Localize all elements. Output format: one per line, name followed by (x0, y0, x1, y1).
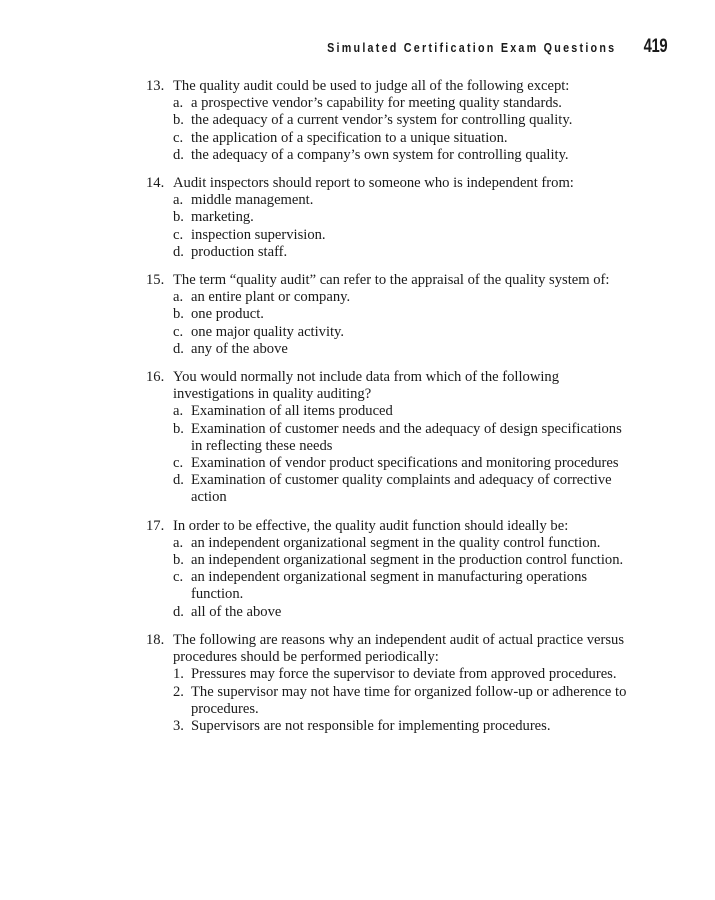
option-label: c. (173, 323, 184, 340)
question-13 (146, 78, 636, 164)
option-text: marketing. (191, 209, 254, 226)
reason-label: 3. (173, 717, 184, 734)
option-text: Examination of vendor product specifications and monitoring procedures (191, 455, 619, 472)
question-17 (146, 518, 636, 621)
option-d (173, 472, 636, 506)
option-text: a prospective vendor’s capability for meeting quality standards. (191, 95, 562, 112)
option-text: the adequacy of a company’s own system for controlling quality. (191, 146, 569, 163)
question-stem (146, 272, 636, 289)
option-a (173, 535, 636, 552)
option-text: all of the above (191, 603, 282, 620)
reason-text: Supervisors are not responsible for implementing procedures. (191, 717, 551, 734)
question-number: 16. (146, 369, 165, 386)
page-number: 419 (643, 36, 667, 57)
option-text: production staff. (191, 243, 288, 260)
question-stem (146, 518, 636, 535)
answer-options (173, 535, 636, 621)
question-stem (146, 175, 636, 192)
option-label: a. (173, 403, 184, 420)
reason-text: Pressures may force the supervisor to deviate from approved procedures. (191, 666, 617, 683)
option-label: a. (173, 289, 184, 306)
option-label: a. (173, 534, 184, 551)
option-c (173, 227, 636, 244)
answer-options (173, 289, 636, 358)
option-b (173, 552, 636, 569)
option-a (173, 403, 636, 420)
option-text: Examination of customer needs and the adequacy of design specifications in reflecting these needs (191, 420, 622, 454)
option-text: one product. (191, 306, 264, 323)
option-label: d. (173, 146, 184, 163)
question-text: The following are reasons why an independent audit of actual practice versus procedures should be performed periodically: (173, 631, 625, 666)
question-number: 14. (146, 175, 165, 192)
option-text: any of the above (191, 340, 288, 357)
option-label: a. (173, 192, 184, 209)
option-b (173, 112, 636, 129)
option-d (173, 341, 636, 358)
option-c (173, 569, 636, 603)
option-label: d. (173, 603, 184, 620)
option-label: c. (173, 455, 184, 472)
option-b (173, 421, 636, 455)
question-stem (146, 369, 636, 403)
option-text: one major quality activity. (191, 323, 345, 340)
option-label: b. (173, 209, 184, 226)
question-list (146, 78, 636, 746)
option-label: a. (173, 95, 184, 112)
question-14 (146, 175, 636, 261)
option-label: d. (173, 340, 184, 357)
answer-options (173, 95, 636, 164)
option-text: Examination of customer quality complaints and adequacy of corrective action (191, 472, 612, 506)
question-number: 13. (146, 78, 165, 94)
option-label: c. (173, 569, 184, 586)
option-text: an entire plant or company. (191, 289, 351, 306)
option-c (173, 455, 636, 472)
option-text: the application of a specification to a unique situation. (191, 129, 508, 146)
option-c (173, 130, 636, 147)
reason-3 (173, 718, 636, 735)
reason-1 (173, 666, 636, 683)
option-c (173, 324, 636, 341)
reason-2 (173, 684, 636, 718)
option-a (173, 192, 636, 209)
reason-list (173, 666, 636, 735)
option-text: an independent organizational segment in the production control function. (191, 552, 624, 569)
option-label: b. (173, 112, 184, 129)
answer-options (173, 403, 636, 506)
option-text: middle management. (191, 192, 314, 209)
running-title: Simulated Certification Exam Questions (327, 41, 617, 55)
option-text: an independent organizational segment in manufacturing operations function. (191, 569, 588, 603)
option-text: the adequacy of a current vendor’s system for controlling quality. (191, 112, 573, 129)
question-number: 18. (146, 631, 165, 648)
question-16 (146, 369, 636, 507)
question-number: 17. (146, 517, 165, 534)
option-d (173, 147, 636, 164)
option-label: b. (173, 552, 184, 569)
reason-label: 1. (173, 666, 184, 683)
option-label: c. (173, 226, 184, 243)
question-stem (146, 78, 636, 95)
question-text: The term “quality audit” can refer to the appraisal of the quality system of: (173, 272, 610, 289)
option-b (173, 209, 636, 226)
reason-label: 2. (173, 683, 184, 700)
reason-text: The supervisor may not have time for organized follow-up or adherence to procedures. (191, 683, 627, 717)
question-stem (146, 632, 636, 666)
option-text: Examination of all items produced (191, 403, 393, 420)
option-a (173, 95, 636, 112)
question-text: The quality audit could be used to judge all of the following except: (173, 78, 570, 94)
question-text: Audit inspectors should report to someone who is independent from: (173, 175, 574, 192)
option-text: an independent organizational segment in the quality control function. (191, 534, 601, 551)
running-header (280, 36, 667, 58)
question-text: You would normally not include data from which of the following investigations in quality auditing? (173, 369, 560, 403)
question-15 (146, 272, 636, 358)
option-label: c. (173, 129, 184, 146)
question-18 (146, 632, 636, 735)
option-a (173, 289, 636, 306)
question-text: In order to be effective, the quality audit function should ideally be: (173, 517, 569, 534)
question-number: 15. (146, 272, 165, 289)
option-d (173, 244, 636, 261)
option-label: b. (173, 306, 184, 323)
option-d (173, 604, 636, 621)
option-text: inspection supervision. (191, 226, 326, 243)
option-b (173, 306, 636, 323)
option-label: b. (173, 420, 184, 437)
option-label: d. (173, 472, 184, 489)
answer-options (173, 192, 636, 261)
option-label: d. (173, 243, 184, 260)
